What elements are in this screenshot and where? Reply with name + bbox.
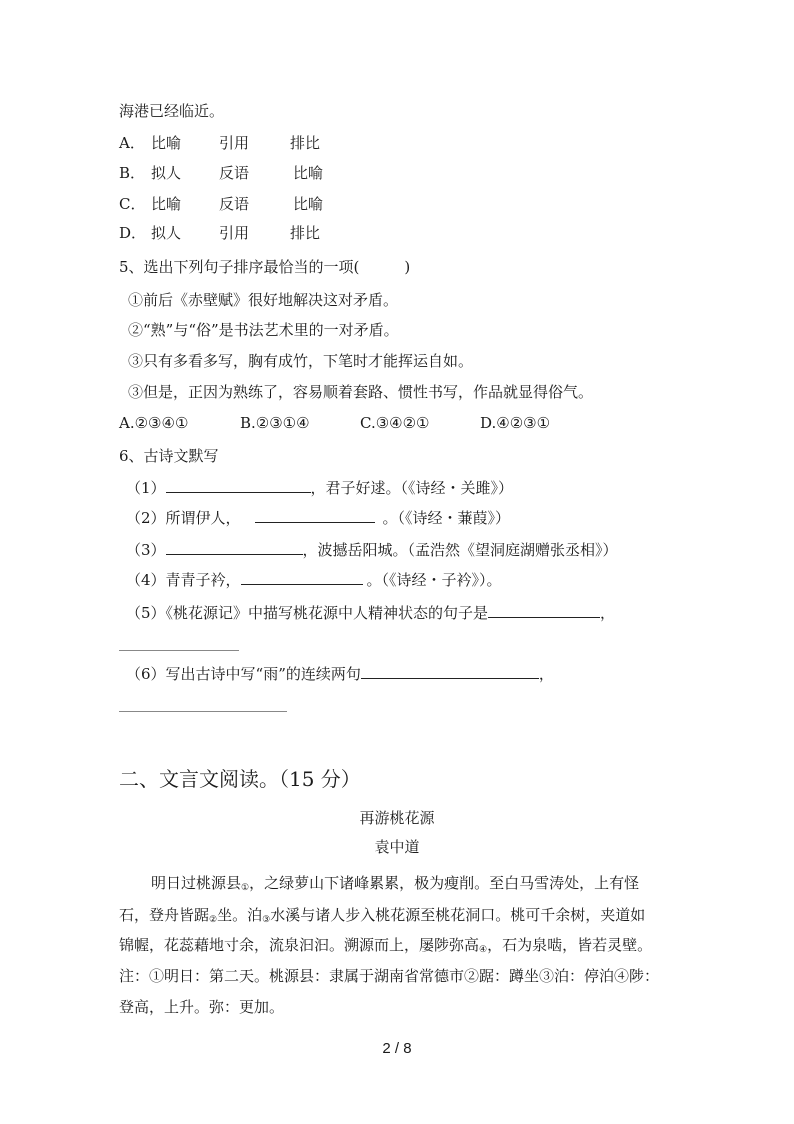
passage-title: 再游桃花源 bbox=[359, 809, 435, 827]
q5-sentence: ①前后《赤壁赋》很好地解决这对矛盾。 bbox=[128, 291, 399, 309]
passage-text: ，之绿萝山下诸峰累累，极为瘦削。至白马雪涛处，上有怪 bbox=[249, 874, 640, 892]
q5-choice-b: B.②③①④ bbox=[240, 414, 310, 432]
passage-line-1 bbox=[151, 873, 639, 898]
q4-option-d bbox=[119, 223, 320, 243]
q6-item-2 bbox=[126, 508, 510, 528]
option-term-1: 拟人 bbox=[151, 164, 182, 182]
passage-text: ，石为泉啮，皆若灵壁。 bbox=[487, 936, 653, 954]
passage-text: 水溪与诸人步入桃花源至桃花洞口。桃可千余树，夹道如 bbox=[270, 906, 646, 924]
q6-item-1 bbox=[126, 478, 513, 498]
option-term-2: 反语 bbox=[219, 195, 250, 213]
option-term-1: 比喻 bbox=[151, 134, 182, 152]
footnote-marker: ① bbox=[241, 883, 250, 893]
q6-item-6 bbox=[126, 664, 554, 684]
option-letter: D． bbox=[119, 224, 147, 242]
q5-choice-c: C.③④②① bbox=[360, 414, 430, 432]
q6-item-4 bbox=[126, 570, 502, 590]
q6-stem: 6、古诗文默写 bbox=[119, 447, 219, 465]
item-prefix: （3） bbox=[126, 541, 166, 559]
item-suffix: ，君子好逑。（《诗经・关雎》） bbox=[310, 479, 514, 497]
section-heading: 二、文言文阅读。（15 分） bbox=[119, 767, 361, 791]
answer-line[interactable] bbox=[119, 711, 287, 712]
item-suffix: ，波撼岳阳城。（孟浩然《望洞庭湖赠张丞相》） bbox=[302, 541, 618, 559]
option-term-2: 反语 bbox=[219, 164, 250, 182]
footnote-marker: ③ bbox=[262, 915, 271, 925]
item-prefix: （4）青青子衿， bbox=[126, 571, 241, 589]
option-term-1: 拟人 bbox=[151, 224, 182, 242]
page-number: 2 / 8 bbox=[382, 1040, 412, 1057]
item-suffix: 。（《诗经・蒹葭》） bbox=[382, 509, 511, 527]
q4-option-b bbox=[119, 163, 323, 183]
footnote-marker: ② bbox=[209, 915, 218, 925]
option-term-2: 引用 bbox=[219, 224, 250, 242]
option-term-3: 排比 bbox=[290, 134, 321, 152]
answer-blank[interactable] bbox=[166, 478, 311, 493]
passage-text: 石，登舟皆踞 bbox=[119, 906, 210, 924]
option-term-1: 比喻 bbox=[151, 195, 182, 213]
item-suffix: ， bbox=[600, 604, 616, 622]
option-term-3: 排比 bbox=[290, 224, 321, 242]
answer-blank[interactable] bbox=[166, 540, 303, 555]
q5-choice-a: A.②③④① bbox=[119, 414, 189, 432]
q6-item-3 bbox=[126, 540, 618, 560]
item-prefix: （5）《桃花源记》中描写桃花源中人精神状态的句子是 bbox=[126, 604, 489, 622]
passage-line-2 bbox=[119, 905, 645, 930]
passage-text: 明日过桃源县 bbox=[151, 874, 242, 892]
option-letter: A． bbox=[119, 134, 145, 152]
passage-line-3 bbox=[119, 935, 652, 960]
answer-line[interactable] bbox=[119, 650, 239, 651]
option-letter: B． bbox=[119, 164, 146, 182]
q5-sentence: ②“熟”与“俗”是书法艺术里的一对矛盾。 bbox=[128, 321, 399, 339]
answer-blank[interactable] bbox=[241, 570, 363, 585]
q5-sentence: ③但是，正因为熟练了，容易顺着套路、惯性书写，作品就显得俗气。 bbox=[128, 383, 594, 401]
passage-author: 袁中道 bbox=[374, 838, 420, 856]
q4-option-c bbox=[119, 194, 323, 214]
item-suffix: 。（《诗经・子衿》）。 bbox=[366, 571, 502, 589]
q4-tail: 海港已经临近。 bbox=[119, 102, 225, 120]
q5-sentence: ③只有多看多写，胸有成竹，下笔时才能挥运自如。 bbox=[128, 352, 474, 370]
passage-text: 坐。泊 bbox=[217, 906, 263, 924]
answer-blank[interactable] bbox=[255, 508, 375, 523]
q6-item-5 bbox=[126, 603, 615, 623]
passage-notes-line-1: 注：①明日：第二天。桃源县：隶属于湖南省常德市②踞：蹲坐③泊：停泊④陟： bbox=[119, 967, 660, 985]
answer-blank[interactable] bbox=[361, 664, 539, 679]
q4-option-a bbox=[119, 133, 320, 153]
q5-stem: 5、选出下列句子排序最恰当的一项( ) bbox=[119, 258, 411, 276]
passage-notes-line-2: 登高，上升。弥：更加。 bbox=[119, 998, 285, 1016]
footnote-marker: ④ bbox=[479, 945, 488, 955]
option-term-3: 比喻 bbox=[293, 164, 324, 182]
answer-blank[interactable] bbox=[488, 603, 600, 618]
option-letter: C． bbox=[119, 195, 146, 213]
item-prefix: （2）所谓伊人， bbox=[126, 509, 241, 527]
option-term-3: 比喻 bbox=[293, 195, 324, 213]
passage-text: 锦幄，花蕊藉地寸余，流泉汩汩。溯源而上，屡陟弥高 bbox=[119, 936, 480, 954]
q5-choices bbox=[119, 413, 550, 433]
option-term-2: 引用 bbox=[219, 134, 250, 152]
q5-choice-d: D.④②③① bbox=[480, 414, 551, 432]
item-prefix: （1） bbox=[126, 479, 166, 497]
item-suffix: ， bbox=[538, 665, 554, 683]
item-prefix: （6）写出古诗中写“雨”的连续两句 bbox=[126, 665, 361, 683]
